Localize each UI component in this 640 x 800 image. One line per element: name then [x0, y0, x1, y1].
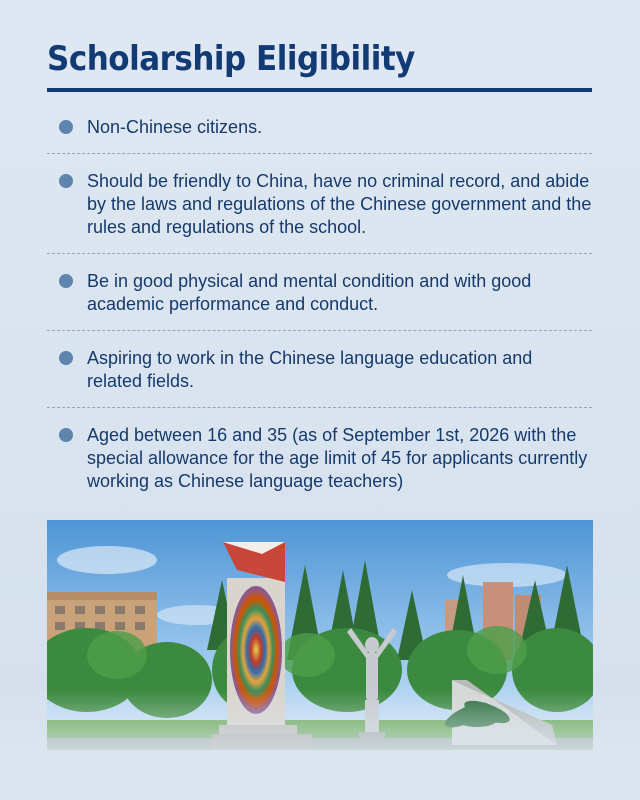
page-title: Scholarship Eligibility: [47, 40, 415, 79]
bullet-icon: [59, 174, 73, 188]
list-item-text: Aged between 16 and 35 (as of September 1st, 2026 with the special allowance for the age limit of 45 for applicants currently working as Chinese language teachers): [87, 425, 588, 491]
eligibility-list: [47, 100, 592, 507]
list-item: [47, 254, 592, 331]
list-item: [47, 100, 592, 154]
list-item-text: Non-Chinese citizens.: [87, 117, 263, 137]
bullet-icon: [59, 274, 73, 288]
list-item-text: Aspiring to work in the Chinese language education and related fields.: [87, 348, 533, 391]
bullet-icon: [59, 351, 73, 365]
list-item: [47, 331, 592, 408]
list-item: [47, 408, 592, 507]
title-underline: [47, 88, 592, 92]
bullet-icon: [59, 428, 73, 442]
campus-photo: [47, 520, 593, 750]
list-item-text: Should be friendly to China, have no criminal record, and abide by the laws and regulations of the Chinese government and the rules and regulations of the school.: [87, 171, 592, 237]
bullet-icon: [59, 120, 73, 134]
list-item: [47, 154, 592, 254]
list-item-text: Be in good physical and mental condition and with good academic performance and conduct.: [87, 271, 532, 314]
